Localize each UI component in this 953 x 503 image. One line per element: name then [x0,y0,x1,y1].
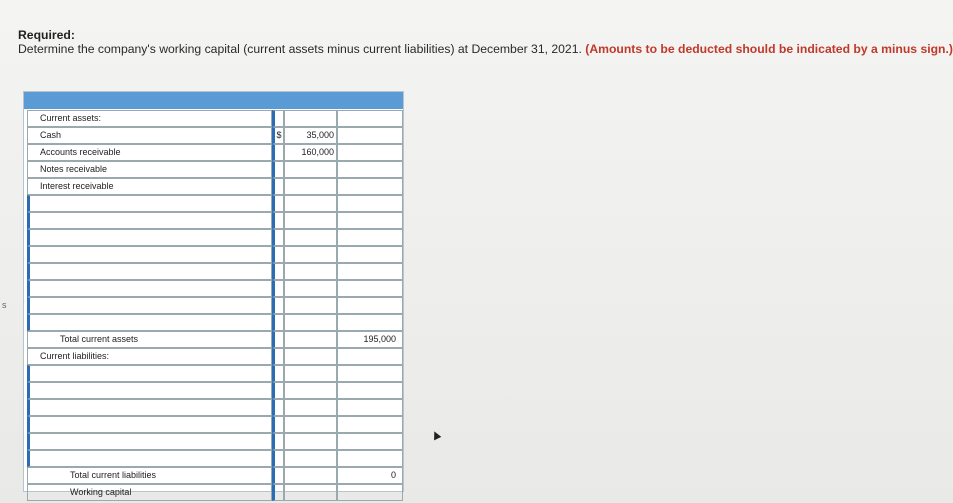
total-input[interactable] [337,297,403,314]
row-label-input[interactable] [27,280,272,297]
total-input[interactable] [337,382,403,399]
worksheet-row [24,382,403,399]
amount-input[interactable] [284,331,337,348]
amount-input[interactable] [284,280,337,297]
total-input[interactable] [337,416,403,433]
amount-input[interactable] [284,229,337,246]
amount-input[interactable] [284,467,337,484]
dollar-sign-cell [272,433,284,450]
worksheet-row [24,484,403,501]
row-label-input[interactable] [27,263,272,280]
instruction-main: Determine the company's working capital (current assets minus current liabilities) at December 31, 2021. [18,42,582,56]
total-input[interactable] [337,144,403,161]
row-label: Interest receivable [27,178,272,195]
row-label-input[interactable] [27,365,272,382]
worksheet-row [24,178,403,195]
total-input[interactable] [337,280,403,297]
worksheet-row [24,433,403,450]
row-label: Notes receivable [27,161,272,178]
row-label-input[interactable] [27,246,272,263]
dollar-sign-cell [272,178,284,195]
instruction-text [18,42,953,56]
amount-input[interactable]: 35,000 [284,127,337,144]
worksheet-row [24,416,403,433]
total-input[interactable] [337,195,403,212]
dollar-sign-cell [272,314,284,331]
dollar-sign-cell [272,331,284,348]
amount-input[interactable] [284,314,337,331]
total-input[interactable] [337,348,403,365]
worksheet-row [24,263,403,280]
worksheet-row [24,467,403,484]
row-label-input[interactable] [27,416,272,433]
row-label-input[interactable] [27,382,272,399]
worksheet-header-bar [24,92,403,109]
worksheet-row [24,348,403,365]
dollar-sign-cell [272,229,284,246]
dollar-sign-cell [272,399,284,416]
amount-input[interactable] [284,246,337,263]
row-label-input[interactable] [27,212,272,229]
dollar-sign-cell [272,161,284,178]
amount-input[interactable] [284,212,337,229]
worksheet-row [24,314,403,331]
worksheet-row [24,229,403,246]
row-label: Cash [27,127,272,144]
row-label: Current assets: [27,110,272,127]
row-label-input[interactable] [27,229,272,246]
worksheet-row [24,365,403,382]
amount-input[interactable] [284,450,337,467]
row-label-input[interactable] [27,399,272,416]
amount-input[interactable] [284,263,337,280]
mouse-cursor-icon [431,430,442,441]
row-label: Working capital [27,484,272,501]
worksheet-row [24,399,403,416]
amount-input[interactable] [284,297,337,314]
total-input[interactable] [337,263,403,280]
edge-mark: s [2,300,7,310]
total-input[interactable] [337,399,403,416]
total-input[interactable] [337,365,403,382]
dollar-sign-cell [272,144,284,161]
amount-input[interactable] [284,399,337,416]
dollar-sign-cell [272,110,284,127]
amount-input[interactable] [284,110,337,127]
row-label-input[interactable] [27,297,272,314]
amount-input[interactable] [284,178,337,195]
worksheet-row [24,212,403,229]
total-input[interactable] [337,110,403,127]
dollar-sign-cell [272,416,284,433]
amount-input[interactable] [284,416,337,433]
dollar-sign-cell [272,467,284,484]
amount-input[interactable] [284,195,337,212]
total-input[interactable] [337,433,403,450]
dollar-sign-cell: $ [272,127,284,144]
row-label-input[interactable] [27,450,272,467]
worksheet-row [24,161,403,178]
working-capital-worksheet [23,91,404,497]
instructions-block [18,28,953,56]
total-input[interactable] [337,127,403,144]
amount-input[interactable] [284,348,337,365]
amount-input[interactable] [284,161,337,178]
total-input[interactable]: 0 [337,467,403,484]
dollar-sign-cell [272,246,284,263]
total-input[interactable] [337,178,403,195]
total-input[interactable] [337,246,403,263]
dollar-sign-cell [272,263,284,280]
worksheet-row [24,127,403,144]
amount-input[interactable]: 160,000 [284,144,337,161]
worksheet-row [24,246,403,263]
amount-input[interactable] [284,382,337,399]
worksheet-row [24,195,403,212]
dollar-sign-cell [272,348,284,365]
total-input[interactable] [337,229,403,246]
row-label: Accounts receivable [27,144,272,161]
total-input[interactable] [337,212,403,229]
instruction-note: (Amounts to be deducted should be indicated by a minus sign.) [585,42,953,56]
dollar-sign-cell [272,297,284,314]
dollar-sign-cell [272,450,284,467]
worksheet-row [24,280,403,297]
worksheet-row [24,331,403,348]
row-label: Total current liabilities [27,467,272,484]
amount-input[interactable] [284,365,337,382]
total-input[interactable]: 195,000 [337,331,403,348]
worksheet-row [24,297,403,314]
total-input[interactable] [337,314,403,331]
dollar-sign-cell [272,382,284,399]
total-input[interactable] [337,161,403,178]
required-heading: Required: [18,28,75,42]
worksheet-row [24,110,403,127]
total-input[interactable] [337,450,403,467]
total-input[interactable] [337,484,403,501]
dollar-sign-cell [272,280,284,297]
row-label: Current liabilities: [27,348,272,365]
row-label-input[interactable] [27,433,272,450]
worksheet-row [24,450,403,467]
dollar-sign-cell [272,365,284,382]
dollar-sign-cell [272,484,284,501]
worksheet-row [24,144,403,161]
dollar-sign-cell [272,195,284,212]
row-label-input[interactable] [27,314,272,331]
amount-input[interactable] [284,484,337,501]
row-label-input[interactable] [27,195,272,212]
amount-input[interactable] [284,433,337,450]
row-label: Total current assets [27,331,272,348]
dollar-sign-cell [272,212,284,229]
